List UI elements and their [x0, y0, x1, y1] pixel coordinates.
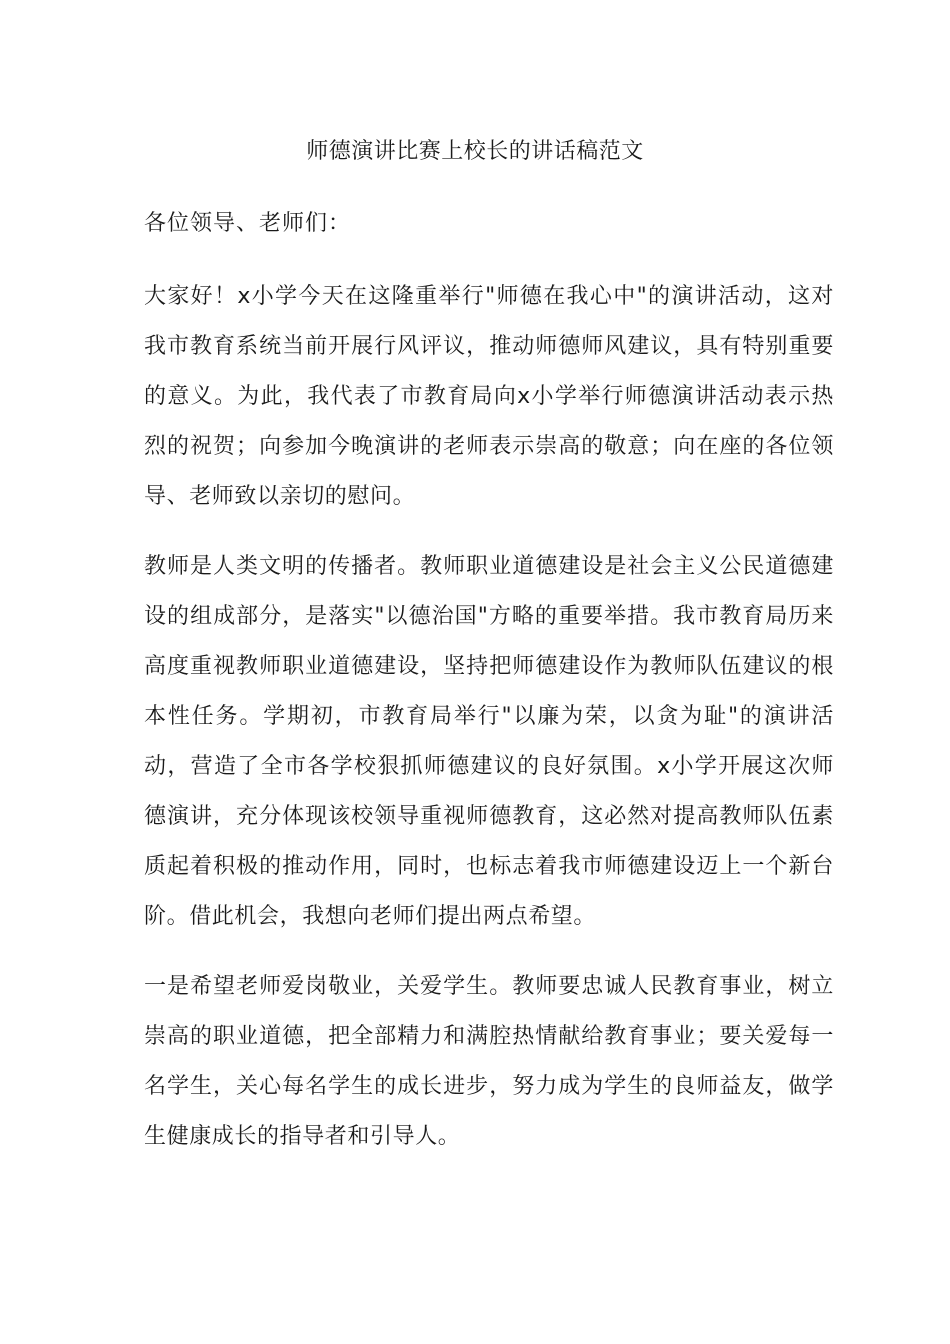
document-title: 师德演讲比赛上校长的讲话稿范文 — [306, 139, 644, 164]
paragraph-first-hope: 一是希望老师爱岗敬业，关爱学生。教师要忠诚人民教育事业，树立崇高的职业道德，把全部精力和满腔热情献给教育事业；要关爱每一名学生，关心每名学生的成长进步，努力成为学生的良师益友，做学生健康成长的指导者和引导人。 — [144, 974, 834, 1149]
paragraph-opening: 大家好！x小学今天在这隆重举行"师德在我心中"的演讲活动，这对我市教育系统当前开展行风评议，推动师德师风建议，具有特别重要的意义。为此，我代表了市教育局向x小学举行师德演讲活动表示热烈的祝贺；向参加今晚演讲的老师表示崇高的敬意；向在座的各位领导、老师致以亲切的慰问。 — [144, 284, 834, 509]
salutation: 各位领导、老师们： — [144, 211, 352, 236]
paragraph-teacher-ethics: 教师是人类文明的传播者。教师职业道德建设是社会主义公民道德建设的组成部分，是落实"以德治国"方略的重要举措。我市教育局历来高度重视教师职业道德建设，坚持把师德建设作为教师队伍建议的根本性任务。学期初，市教育局举行"以廉为荣，以贪为耻"的演讲活动，营造了全市各学校狠抓师德建议的良好氛围。x小学开展这次师德演讲，充分体现该校领导重视师德教育，这必然对提高教师队伍素质起着积极的推动作用，同时，也标志着我市师德建设迈上一个新台阶。借此机会，我想向老师们提出两点希望。 — [144, 554, 834, 929]
